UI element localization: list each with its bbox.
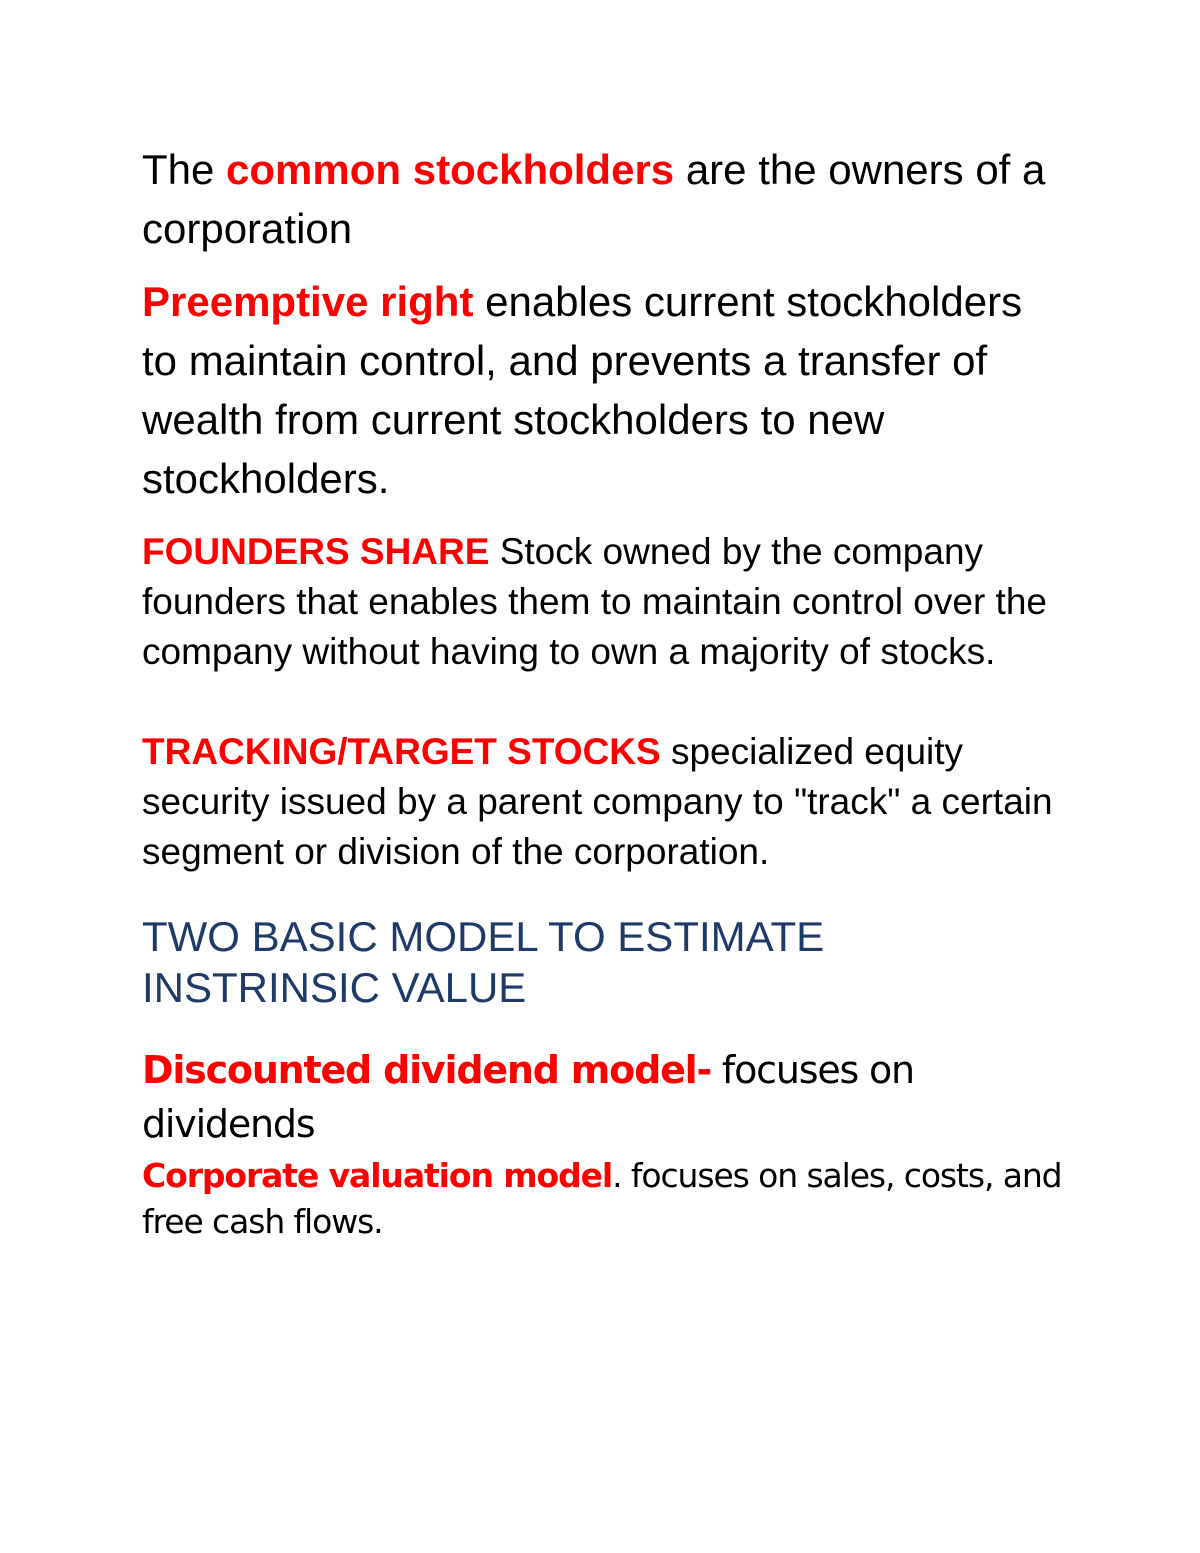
term-preemptive-right: Preemptive right xyxy=(142,278,474,325)
term-discounted-dividend-model: Discounted dividend model- xyxy=(142,1048,712,1092)
tracking-stocks-paragraph xyxy=(142,727,1062,877)
corporate-valuation-model-paragraph xyxy=(142,1153,1062,1245)
discounted-dividend-model-paragraph xyxy=(142,1043,1062,1151)
term-common-stockholders: common stockholders xyxy=(226,146,675,193)
term-tracking-target-stocks: TRACKING/TARGET STOCKS xyxy=(142,731,661,772)
section-heading: TWO BASIC MODEL TO ESTIMATE INSTRINSIC VALUE xyxy=(142,913,825,1011)
term-founders-share: FOUNDERS SHARE xyxy=(142,531,490,572)
paragraph-lead-text: The xyxy=(142,146,227,193)
definition-discounted-dividend-model: focuses on dividends xyxy=(142,1048,914,1146)
definition-preemptive-right: enables current stockholders to maintain control, and prevents a transfer of wealth from current stockholders to new stockholders. xyxy=(142,278,1023,502)
term-corporate-valuation-model: Corporate valuation model xyxy=(142,1156,613,1195)
definition-common-stockholders: are the owners of a corporation xyxy=(142,146,1046,252)
definition-founders-share: Stock owned by the company founders that enables them to maintain control over the company without having to own a majority of stocks. xyxy=(142,531,1047,672)
definition-corporate-valuation-model: . focuses on sales, costs, and free cash flows. xyxy=(142,1156,1062,1241)
founders-share-paragraph xyxy=(142,527,1062,677)
document-page xyxy=(142,140,1062,1245)
preemptive-right-paragraph xyxy=(142,272,1062,508)
common-stockholders-paragraph xyxy=(142,140,1062,258)
definition-tracking-target-stocks: specialized equity security issued by a parent company to "track" a certain segment or division of the corporation. xyxy=(142,731,1053,872)
